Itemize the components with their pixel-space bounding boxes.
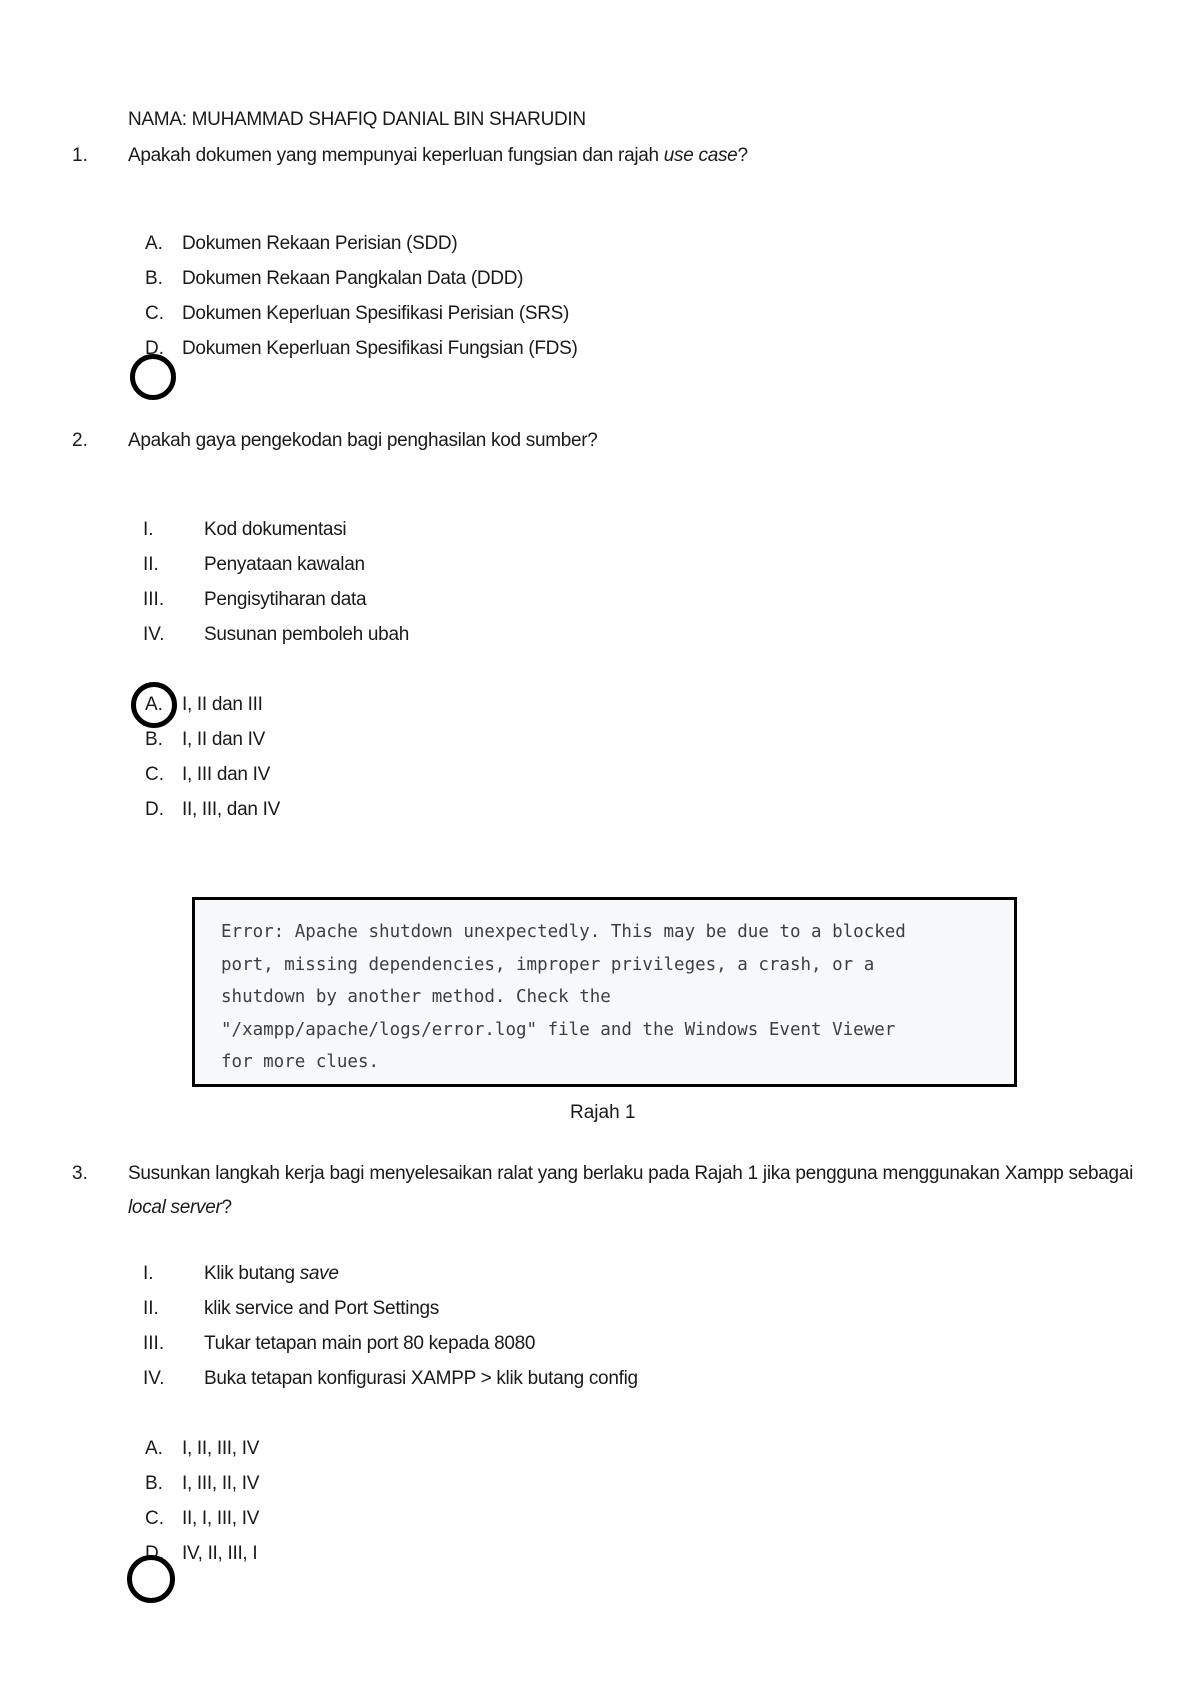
q2-option-d-letter: D. xyxy=(145,799,164,820)
answer-circle-q1 xyxy=(130,354,176,400)
question-3-text: Susunkan langkah kerja bagi menyelesaikan ralat yang berlaku pada Rajah 1 jika pengguna menggunakan Xampp sebagai local server? xyxy=(128,1163,1133,1218)
q3-option-a-letter: A. xyxy=(145,1438,163,1459)
q1-option-b-text: Dokumen Rekaan Pangkalan Data (DDD) xyxy=(182,268,524,289)
q2-option-a-letter: A. xyxy=(145,694,163,715)
error-message-box xyxy=(192,897,1017,1087)
q2-option-c-letter: C. xyxy=(145,764,164,785)
q1-option-a-letter: A. xyxy=(145,233,163,254)
q1-option-c-letter: C. xyxy=(145,303,164,324)
q3-statement-1-num: I. xyxy=(143,1263,154,1284)
q1-option-d-text: Dokumen Keperluan Spesifikasi Fungsian (FDS) xyxy=(182,338,578,359)
q2-statement-2-text: Penyataan kawalan xyxy=(204,554,365,575)
q2-option-a-text: I, II dan III xyxy=(182,694,263,715)
q1-option-d-letter: D. xyxy=(145,338,164,359)
q2-option-c-text: I, III dan IV xyxy=(182,764,270,785)
question-2-number: 2. xyxy=(72,430,88,451)
q2-option-b-letter: B. xyxy=(145,729,163,750)
q3-option-d-text: IV, II, III, I xyxy=(182,1543,258,1564)
question-3-number: 3. xyxy=(72,1163,88,1184)
answer-circle-q2 xyxy=(131,682,177,728)
q3-option-c-text: II, I, III, IV xyxy=(182,1508,260,1529)
question-1-number: 1. xyxy=(72,145,88,166)
q2-statement-1-num: I. xyxy=(143,519,154,540)
figure-caption: Rajah 1 xyxy=(570,1102,636,1123)
q3-option-a-text: I, II, III, IV xyxy=(182,1438,260,1459)
q3-statement-4-text: Buka tetapan konfigurasi XAMPP > klik butang config xyxy=(204,1368,638,1389)
q2-statement-3-text: Pengisytiharan data xyxy=(204,589,367,610)
answer-circle-q3 xyxy=(127,1555,175,1603)
q2-statement-3-num: III. xyxy=(143,589,165,610)
question-2-text: Apakah gaya pengekodan bagi penghasilan kod sumber? xyxy=(128,430,598,451)
q1-option-a-text: Dokumen Rekaan Perisian (SDD) xyxy=(182,233,458,254)
q2-statement-4-text: Susunan pemboleh ubah xyxy=(204,624,409,645)
question-1-text: Apakah dokumen yang mempunyai keperluan fungsian dan rajah use case? xyxy=(128,145,748,166)
q3-statement-3-text: Tukar tetapan main port 80 kepada 8080 xyxy=(204,1333,536,1354)
error-message-text: Error: Apache shutdown unexpectedly. This may be due to a blocked port, missing dependencies, improper privileges, a crash, or a shutdown by another method. Check the "/xampp/apache/logs/error.log" file and the Windows Event Viewer for more clues. xyxy=(221,922,906,1072)
q1-option-c-text: Dokumen Keperluan Spesifikasi Perisian (SRS) xyxy=(182,303,570,324)
q2-statement-4-num: IV. xyxy=(143,624,165,645)
q2-option-d-text: II, III, dan IV xyxy=(182,799,280,820)
q3-statement-2-num: II. xyxy=(143,1298,159,1319)
q3-option-b-text: I, III, II, IV xyxy=(182,1473,260,1494)
q2-statement-1-text: Kod dokumentasi xyxy=(204,519,347,540)
q3-statement-4-num: IV. xyxy=(143,1368,165,1389)
q3-option-d-letter: D. xyxy=(145,1543,164,1564)
q3-statement-2-text: klik service and Port Settings xyxy=(204,1298,439,1319)
q2-statement-2-num: II. xyxy=(143,554,159,575)
q1-option-b-letter: B. xyxy=(145,268,163,289)
q3-statement-3-num: III. xyxy=(143,1333,165,1354)
q3-option-b-letter: B. xyxy=(145,1473,163,1494)
q2-option-b-text: I, II dan IV xyxy=(182,729,266,750)
student-name: NAMA: MUHAMMAD SHAFIQ DANIAL BIN SHARUDIN xyxy=(128,109,586,130)
q3-option-c-letter: C. xyxy=(145,1508,164,1529)
q3-statement-1-text: Klik butang save xyxy=(204,1263,339,1284)
